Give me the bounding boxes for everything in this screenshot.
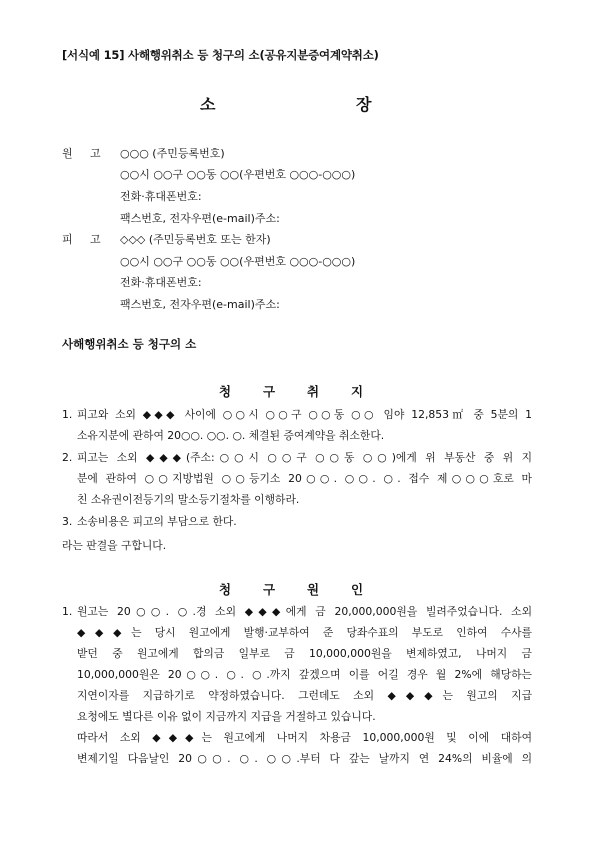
defendant-phone: 전화·휴대폰번호: bbox=[120, 276, 202, 289]
claim-item-number: 2. bbox=[62, 451, 73, 464]
cause-item-number: 1. bbox=[62, 605, 73, 618]
defendant-label-char-1: 피 bbox=[62, 233, 73, 246]
plaintiff-label-char-2: 고 bbox=[90, 147, 101, 160]
document-title-char-1: 소 bbox=[200, 95, 216, 114]
cause-item-line: 요청에도 별다른 이유 없이 지금까지 지급을 거절하고 있습니다. bbox=[77, 710, 376, 723]
claim-item-line: 친 소유권이전등기의 말소등기절차를 이행하라. bbox=[77, 493, 300, 506]
cause-item-line: ◆◆◆는 당시 원고에게 발행·교부하여 준 당좌수표의 부도로 인하여 수사를 bbox=[77, 626, 532, 639]
judgment-request: 라는 판결을 구합니다. bbox=[62, 539, 167, 552]
defendant-name: ◇◇◇ (주민등록번호 또는 한자) bbox=[120, 233, 271, 246]
claim-item-line: 소송비용은 피고의 부담으로 한다. bbox=[77, 515, 237, 528]
cause-heading-char-3: 원 bbox=[307, 582, 320, 597]
claim-heading-char-3: 취 bbox=[307, 384, 320, 399]
claim-item-3 bbox=[62, 511, 532, 532]
claim-heading-char-4: 지 bbox=[351, 384, 364, 399]
cause-heading-char-1: 청 bbox=[219, 582, 232, 597]
defendant-label-char-2: 고 bbox=[90, 233, 101, 246]
cause-heading-char-2: 구 bbox=[263, 582, 276, 597]
document-title-char-2: 장 bbox=[356, 95, 372, 114]
claim-item-line: 소유지분에 관하여 20○○. ○○. ○. 체결된 증여계약을 취소한다. bbox=[77, 429, 385, 442]
cause-item-line: 10,000,000원은 20○○. ○. ○.까지 갚겠으며 이를 어길 경우 월 2%에 해당하는 bbox=[77, 668, 532, 681]
claim-item-line: 피고와 소외 ◆◆◆ 사이에 ○○시 ○○구 ○○동 ○○ 임야 12,853㎡ 중 5분의 1 bbox=[77, 408, 532, 421]
plaintiff-name: ○○○ (주민등록번호) bbox=[120, 147, 225, 160]
cause-item-1 bbox=[62, 601, 532, 769]
claim-item-number: 3. bbox=[62, 515, 73, 528]
plaintiff-address: ○○시 ○○구 ○○동 ○○(우편번호 ○○○-○○○) bbox=[120, 168, 356, 181]
cause-item-line: 원고는 20○○. ○.경 소외 ◆◆◆에게 금 20,000,000원을 빌려주었습니다. 소외 bbox=[77, 605, 532, 618]
cause-item-line: 따라서 소외 ◆◆◆는 원고에게 나머지 차용금 10,000,000원 및 이에 대하여 bbox=[77, 731, 532, 744]
plaintiff-label-char-1: 원 bbox=[62, 147, 73, 160]
case-title: 사해행위취소 등 청구의 소 bbox=[62, 337, 197, 351]
claim-heading-char-1: 청 bbox=[219, 384, 232, 399]
plaintiff-fax-email: 팩스번호, 전자우편(e-mail)주소: bbox=[120, 212, 280, 225]
claim-heading-char-2: 구 bbox=[263, 384, 276, 399]
claim-item-number: 1. bbox=[62, 408, 73, 421]
plaintiff-phone: 전화·휴대폰번호: bbox=[120, 190, 202, 203]
claim-item-line: 피고는 소외 ◆◆◆(주소:○○시 ○○구 ○○동 ○○)에게 위 부동산 중 위 지 bbox=[77, 451, 532, 464]
claim-item-line: 분에 관하여 ○○지방법원 ○○등기소 20○○. ○○. ○. 접수 제○○○호로 마 bbox=[77, 472, 532, 485]
cause-item-line: 변제기일 다음날인 20○○. ○. ○○.부터 다 갚는 날까지 연 24%의 비율에 의 bbox=[77, 752, 532, 765]
cause-item-line: 지연이자를 지급하기로 약정하였습니다. 그런데도 소외 ◆◆◆는 원고의 지급 bbox=[77, 689, 532, 702]
defendant-address: ○○시 ○○구 ○○동 ○○(우편번호 ○○○-○○○) bbox=[120, 255, 356, 268]
claim-item-2 bbox=[62, 447, 532, 510]
form-title: [서식예 15] 사해행위취소 등 청구의 소(공유지분증여계약취소) bbox=[62, 48, 379, 62]
cause-item-line: 받던 중 원고에게 합의금 일부로 금 10,000,000원을 변제하였고, 나머지 금 bbox=[77, 647, 532, 660]
claim-item-1 bbox=[62, 404, 532, 446]
defendant-fax-email: 팩스번호, 전자우편(e-mail)주소: bbox=[120, 298, 280, 311]
cause-heading-char-4: 인 bbox=[351, 582, 364, 597]
